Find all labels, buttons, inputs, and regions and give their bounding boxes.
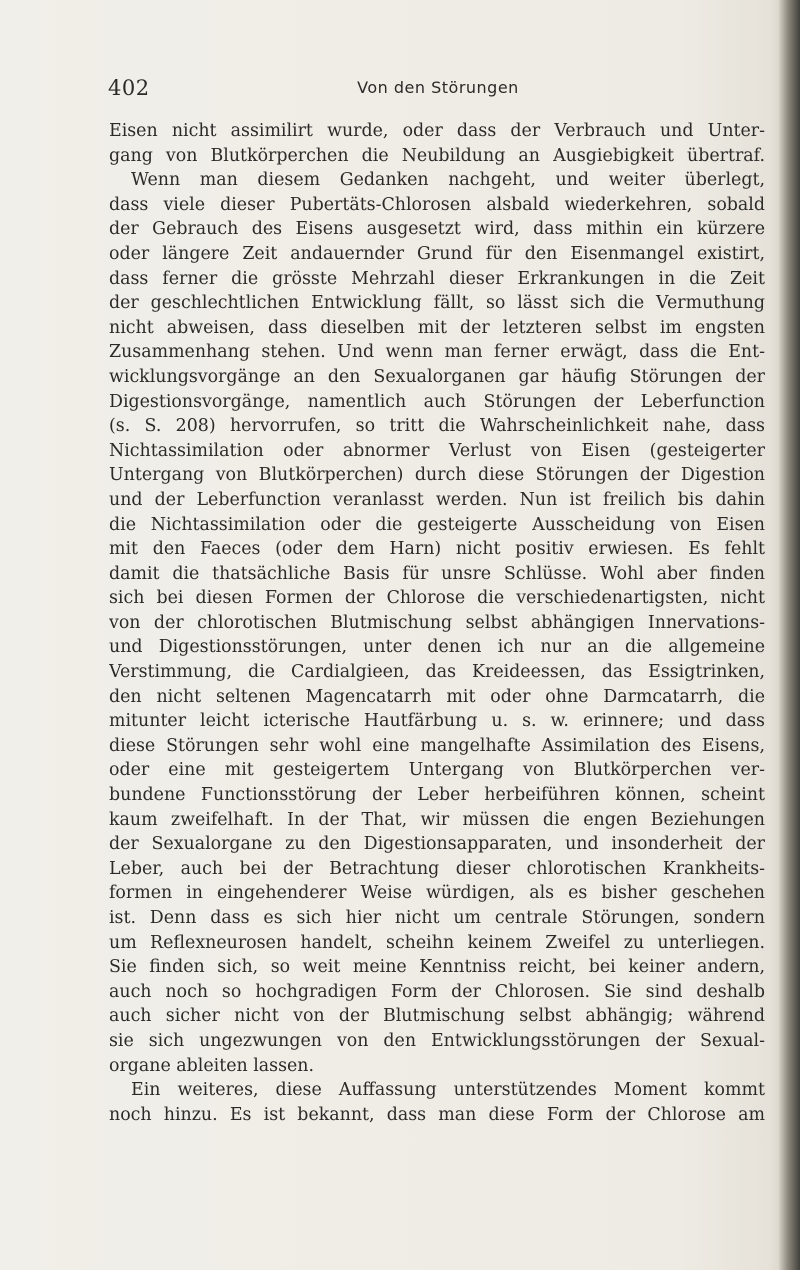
text-line: diese Störungen sehr wohl eine mangelhafte Assimilation des Eisens, — [109, 735, 765, 756]
text-line: organe ableiten lassen. — [109, 1055, 315, 1076]
text-line: um Reflexneurosen handelt, scheihn keinem Zweifel zu unterliegen. — [109, 932, 765, 953]
text-line: wicklungsvorgänge an den Sexualorganen gar häufig Störungen der — [109, 366, 765, 387]
text-line: Nichtassimilation oder abnormer Verlust von Eisen (gesteigerter — [109, 440, 765, 461]
text-line: die Nichtassimilation oder die gesteigerte Ausscheidung von Eisen — [109, 514, 765, 535]
page-edge-shadow — [778, 0, 800, 1270]
text-line: formen in eingehenderer Weise würdigen, als es bisher geschehen — [109, 883, 765, 904]
text-line: Verstimmung, die Cardialgieen, das Kreideessen, das Essigtrinken, — [109, 662, 765, 683]
text-line: damit die thatsächliche Basis für unsre Schlüsse. Wohl aber finden — [109, 563, 765, 584]
text-line: sich bei diesen Formen der Chlorose die verschiedenartigsten, nicht — [109, 588, 765, 609]
text-line: Eisen nicht assimilirt wurde, oder dass der Verbrauch und Unter- — [109, 121, 765, 141]
text-line: nicht abweisen, dass dieselben mit der letzteren selbst im engsten — [109, 317, 765, 338]
text-line: noch hinzu. Es ist bekannt, dass man diese Form der Chlorose am — [109, 1104, 765, 1125]
text-line: der geschlechtlichen Entwicklung fällt, so lässt sich die Vermuthung — [109, 293, 765, 314]
text-line: und Digestionsstörungen, unter denen ich nur an die allgemeine — [109, 637, 765, 658]
text-line: und der Leberfunction veranlasst werden. Nun ist freilich bis dahin — [109, 489, 765, 510]
text-line: Untergang von Blutkörperchen) durch diese Störungen der Digestion — [109, 465, 765, 486]
body-text — [109, 119, 765, 1127]
text-line: dass viele dieser Pubertäts-Chlorosen alsbald wiederkehren, sobald — [109, 194, 765, 215]
text-line: bundene Functionsstörung der Leber herbeiführen können, scheint — [109, 785, 765, 806]
text-line: kaum zweifelhaft. In der That, wir müssen die engen Beziehungen — [109, 809, 765, 830]
text-line: der Sexualorgane zu den Digestionsapparaten, und insonderheit der — [109, 834, 765, 855]
text-line: den nicht seltenen Magencatarrh mit oder ohne Darmcatarrh, die — [109, 686, 765, 707]
running-head: Von den Störungen — [357, 78, 519, 97]
text-line: Sie finden sich, so weit meine Kenntniss reicht, bei keiner andern, — [109, 957, 765, 978]
text-line: oder eine mit gesteigertem Untergang von Blutkörperchen ver- — [109, 760, 765, 781]
text-line: Wenn man diesem Gedanken nachgeht, und weiter überlegt, — [131, 170, 765, 191]
text-line: Leber, auch bei der Betrachtung dieser chlorotischen Krankheits- — [109, 858, 765, 879]
text-line: auch sicher nicht von der Blutmischung selbst abhängig; während — [109, 1006, 765, 1027]
text-line: mit den Faeces (oder dem Harn) nicht positiv erwiesen. Es fehlt — [109, 539, 765, 560]
text-line: von der chlorotischen Blutmischung selbst abhängigen Innervations- — [109, 612, 765, 633]
text-line: gang von Blutkörperchen die Neubildung an Ausgiebigkeit übertraf. — [109, 145, 765, 166]
page-number: 402 — [108, 76, 150, 100]
text-line: sie sich ungezwungen von den Entwicklungsstörungen der Sexual- — [109, 1030, 765, 1051]
text-line: oder längere Zeit andauernder Grund für den Eisenmangel existirt, — [109, 243, 765, 264]
text-line: Ein weiteres, diese Auffassung unterstützendes Moment kommt — [131, 1080, 765, 1101]
text-line: auch noch so hochgradigen Form der Chlorosen. Sie sind deshalb — [109, 981, 765, 1002]
text-line: Digestionsvorgänge, namentlich auch Störungen der Leberfunction — [109, 391, 765, 412]
text-line: Zusammenhang stehen. Und wenn man ferner erwägt, dass die Ent- — [109, 342, 765, 363]
text-line: der Gebrauch des Eisens ausgesetzt wird, dass mithin ein kürzere — [109, 219, 765, 240]
page-header — [108, 76, 768, 104]
text-line: (s. S. 208) hervorrufen, so tritt die Wahrscheinlichkeit nahe, dass — [109, 416, 765, 437]
text-line: dass ferner die grösste Mehrzahl dieser Erkrankungen in die Zeit — [109, 268, 765, 289]
text-line: ist. Denn dass es sich hier nicht um centrale Störungen, sondern — [109, 908, 765, 928]
text-line: mitunter leicht icterische Hautfärbung u. s. w. erinnere; und dass — [109, 711, 765, 732]
